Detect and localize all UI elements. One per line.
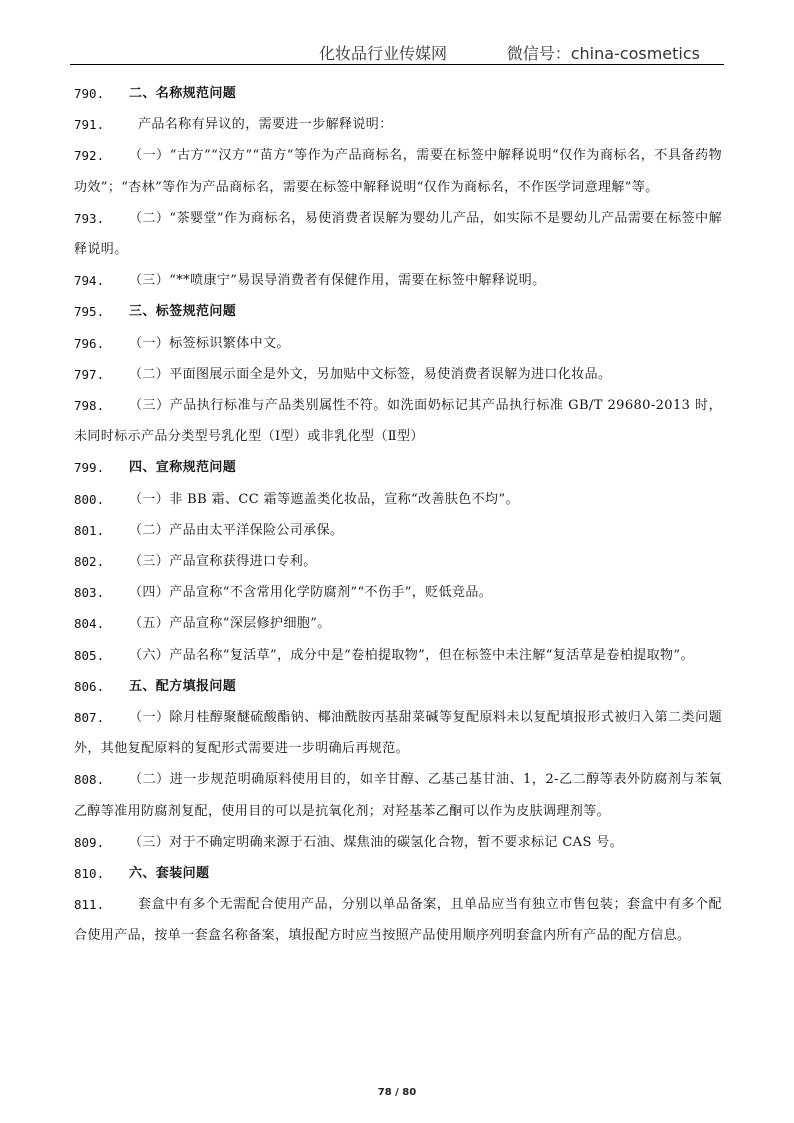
paragraph (74, 265, 724, 296)
line-number: 794. (74, 273, 105, 289)
paragraph (74, 827, 724, 858)
section-heading-text: 六、套装问题 (129, 866, 210, 882)
paragraph-text: （三）产品宣称获得进口专利。 (129, 554, 317, 570)
paragraph (74, 390, 724, 452)
paragraph-text: （一）除月桂醇聚醚硫酸酯钠、椰油酰胺丙基甜菜碱等复配原料未以复配填报形式被归入第二类问题外，其他复配原料的复配形式需要进一步明确后再规范。 (74, 710, 722, 757)
paragraph-text: （二）“茶婴堂”作为商标名，易使消费者误解为婴幼儿产品，如实际不是婴幼儿产品需要在标签中解释说明。 (74, 210, 722, 258)
line-number: 811. (74, 897, 105, 913)
line-number: 792. (74, 148, 105, 164)
paragraph-text: （四）产品宣称“不含常用化学防腐剂”“不伤手”，贬低竞品。 (129, 585, 493, 601)
line-number: 807. (74, 710, 105, 726)
line-number: 796. (74, 335, 105, 351)
paragraph (74, 577, 724, 608)
line-number: 802. (74, 554, 105, 570)
paragraph (74, 359, 724, 390)
section-heading (74, 78, 724, 109)
line-number: 805. (74, 647, 105, 663)
section-heading-text: 二、名称规范问题 (129, 86, 237, 101)
section-heading (74, 452, 724, 483)
header-wechat-id: 微信号：china-cosmetics (506, 44, 700, 63)
line-number: 800. (74, 491, 105, 507)
line-number: 810. (74, 866, 105, 882)
paragraph-text: （三）对于不确定明确来源于石油、煤焦油的碳氢化合物，暂不要求标记 CAS 号。 (129, 834, 624, 850)
paragraph-text: 套盒中有多个无需配合使用产品，分别以单品备案，且单品应当有独立市售包装；套盒中有多个配合使用产品，按单一套盒名称备案，填报配方时应当按照产品使用顺序列明套盒内所有产品的配方信息。 (74, 897, 722, 944)
paragraph-text: （六）产品名称“复活草”，成分中是“卷柏提取物”，但在标签中未注解“复活草是卷柏提取物”。 (129, 647, 694, 663)
paragraph (74, 702, 724, 764)
paragraph-text: （二）进一步规范明确原料使用目的，如辛甘醇、乙基己基甘油、1，2-乙二醇等表外防腐剂与苯氧乙醇等准用防腐剂复配，使用目的可以是抗氧化剂；对羟基苯乙酮可以作为皮肤调理剂等。 (74, 772, 722, 819)
paragraph-text: （二）产品由太平洋保险公司承保。 (129, 522, 344, 538)
line-number: 809. (74, 834, 105, 850)
paragraph (74, 640, 724, 671)
section-heading (74, 671, 724, 702)
line-number: 798. (74, 398, 105, 414)
section-heading-text: 三、标签规范问题 (129, 304, 237, 320)
paragraph-text: （五）产品宣称“深层修护细胞”。 (129, 616, 331, 632)
line-number: 793. (74, 210, 105, 226)
line-number: 790. (74, 86, 105, 101)
paragraph-text: 产品名称有异议的，需要进一步解释说明： (138, 117, 393, 133)
paragraph (74, 608, 724, 639)
line-number: 791. (74, 117, 105, 133)
section-heading (74, 296, 724, 327)
line-number: 799. (74, 460, 105, 476)
paragraph (74, 484, 724, 515)
line-number: 795. (74, 304, 105, 320)
paragraph (74, 328, 724, 359)
header-title: 化妆品行业传媒网 (319, 44, 448, 63)
paragraph (74, 546, 724, 577)
paragraph-text: （三）“**喷康宁”易误导消费者有保健作用，需要在标签中解释说明。 (129, 273, 546, 289)
page-header (70, 36, 724, 65)
line-number: 801. (74, 522, 105, 538)
paragraph-text: （一）非 BB 霜、CC 霜等遮盖类化妆品，宣称“改善肤色不均”。 (129, 491, 519, 507)
paragraph-text: （三）产品执行标准与产品类别属性不符。如洗面奶标记其产品执行标准 GB/T 29680-2013 时，未同时标示产品分类型号乳化型（Ⅰ型）或非乳化型（Ⅱ型） (74, 398, 722, 445)
paragraph-text: （一）标签标识繁体中文。 (129, 335, 290, 351)
section-heading-text: 四、宣称规范问题 (129, 460, 237, 476)
line-number: 808. (74, 772, 105, 788)
paragraph (74, 140, 724, 202)
paragraph (74, 515, 724, 546)
paragraph-text: （二）平面图展示面全是外文，另加贴中文标签，易使消费者误解为进口化妆品。 (129, 366, 612, 382)
page-number: 78 / 80 (377, 1087, 417, 1098)
paragraph (74, 109, 724, 140)
paragraph (74, 889, 724, 951)
section-heading-text: 五、配方填报问题 (129, 678, 237, 694)
section-heading (74, 858, 724, 889)
paragraph (74, 203, 724, 265)
document-body (74, 78, 724, 952)
line-number: 797. (74, 366, 105, 382)
line-number: 803. (74, 585, 105, 601)
line-number: 804. (74, 616, 105, 632)
paragraph-text: （一）“古方”“汉方”“苗方”等作为产品商标名，需要在标签中解释说明“仅作为商标名，不具备药物功效”；“杏林”等作为产品商标名，需要在标签中解释说明“仅作为商标名，不作医学词意理解”等。 (74, 148, 722, 195)
line-number: 806. (74, 678, 105, 694)
paragraph (74, 764, 724, 826)
